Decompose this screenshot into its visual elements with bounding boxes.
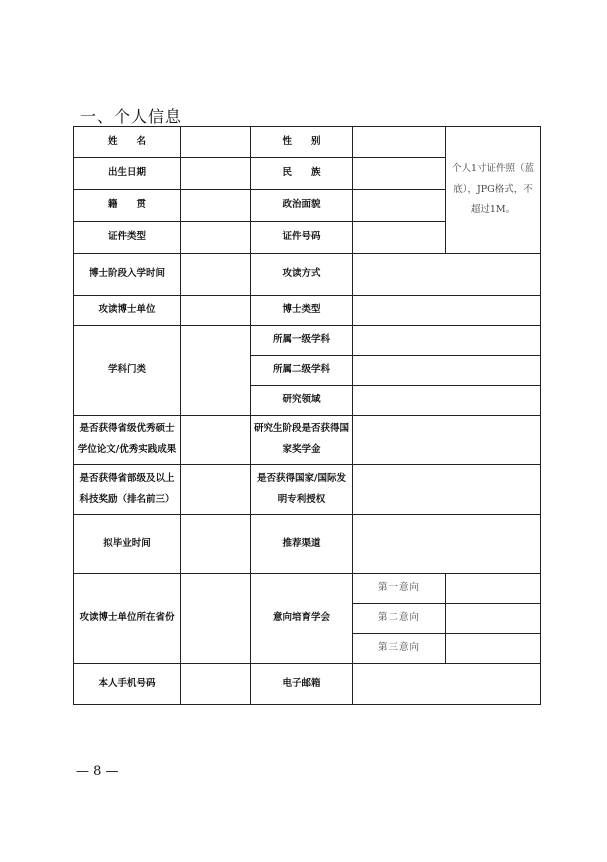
gender-label: 性 别 [251, 127, 353, 158]
intent-1-field[interactable] [446, 574, 541, 604]
id-number-field[interactable] [353, 222, 446, 254]
expected-graduation-field[interactable] [181, 515, 251, 574]
id-number-label: 证件号码 [251, 222, 353, 254]
section-title: 一、个人信息 [80, 107, 183, 126]
first-level-discipline-label: 所属一级学科 [251, 326, 353, 356]
provincial-excellent-thesis-label: 是否获得省级优秀硕士学位论文/优秀实践成果 [74, 416, 181, 465]
first-level-discipline-field[interactable] [353, 326, 541, 356]
native-place-label: 籍 贯 [74, 190, 181, 222]
ethnicity-field[interactable] [353, 158, 446, 190]
research-field-input[interactable] [353, 386, 541, 416]
second-level-discipline-label: 所属二级学科 [251, 356, 353, 386]
intent-3-field[interactable] [446, 634, 541, 664]
national-patent-field[interactable] [353, 465, 541, 515]
gender-field[interactable] [353, 127, 446, 158]
recommend-channel-label: 推荐渠道 [251, 515, 353, 574]
birth-label: 出生日期 [74, 158, 181, 190]
table-row [74, 127, 541, 158]
discipline-category-field[interactable] [181, 326, 251, 416]
discipline-category-label: 学科门类 [74, 326, 181, 416]
provincial-award-field[interactable] [181, 465, 251, 515]
study-mode-field[interactable] [353, 254, 541, 296]
phd-unit-province-label: 攻读博士单位所在省份 [74, 574, 181, 664]
second-level-discipline-field[interactable] [353, 356, 541, 386]
political-status-label: 政治面貌 [251, 190, 353, 222]
expected-graduation-label: 拟毕业时间 [74, 515, 181, 574]
table-row [74, 296, 541, 326]
name-field[interactable] [181, 127, 251, 158]
personal-info-table [73, 126, 541, 705]
id-type-field[interactable] [181, 222, 251, 254]
table-row [74, 254, 541, 296]
research-field-label: 研究领域 [251, 386, 353, 416]
provincial-excellent-thesis-field[interactable] [181, 416, 251, 465]
phd-unit-province-field[interactable] [181, 574, 251, 664]
political-status-field[interactable] [353, 190, 446, 222]
mobile-field[interactable] [181, 664, 251, 705]
phd-enroll-time-field[interactable] [181, 254, 251, 296]
intended-society-label: 意向培育学会 [251, 574, 353, 664]
ethnicity-label: 民 族 [251, 158, 353, 190]
table-row [74, 326, 541, 356]
phd-unit-label: 攻读博士单位 [74, 296, 181, 326]
photo-note: 个人1寸证件照（蓝底），JPG格式，不超过1M。 [451, 162, 535, 216]
table-row [74, 465, 541, 515]
table-row [74, 515, 541, 574]
id-type-label: 证件类型 [74, 222, 181, 254]
phd-type-field[interactable] [353, 296, 541, 326]
intent-3-label: 第三意向 [353, 634, 446, 664]
table-row [74, 416, 541, 465]
phd-type-label: 博士类型 [251, 296, 353, 326]
intent-2-field[interactable] [446, 604, 541, 634]
national-scholarship-field[interactable] [353, 416, 541, 465]
phd-unit-field[interactable] [181, 296, 251, 326]
name-label: 姓 名 [74, 127, 181, 158]
page-number: — 8 — [76, 764, 119, 779]
study-mode-label: 攻读方式 [251, 254, 353, 296]
national-scholarship-label: 研究生阶段是否获得国家奖学金 [251, 416, 353, 465]
email-field[interactable] [353, 664, 541, 705]
mobile-label: 本人手机号码 [74, 664, 181, 705]
table-row [74, 574, 541, 604]
intent-2-label: 第二意向 [353, 604, 446, 634]
native-place-field[interactable] [181, 190, 251, 222]
national-patent-label: 是否获得国家/国际发明专利授权 [251, 465, 353, 515]
provincial-award-label: 是否获得省部级及以上科技奖励（排名前三） [74, 465, 181, 515]
photo-cell[interactable] [446, 127, 541, 254]
birth-field[interactable] [181, 158, 251, 190]
table-row [74, 664, 541, 705]
intent-1-label: 第一意向 [353, 574, 446, 604]
email-label: 电子邮箱 [251, 664, 353, 705]
phd-enroll-time-label: 博士阶段入学时间 [74, 254, 181, 296]
recommend-channel-field[interactable] [353, 515, 541, 574]
